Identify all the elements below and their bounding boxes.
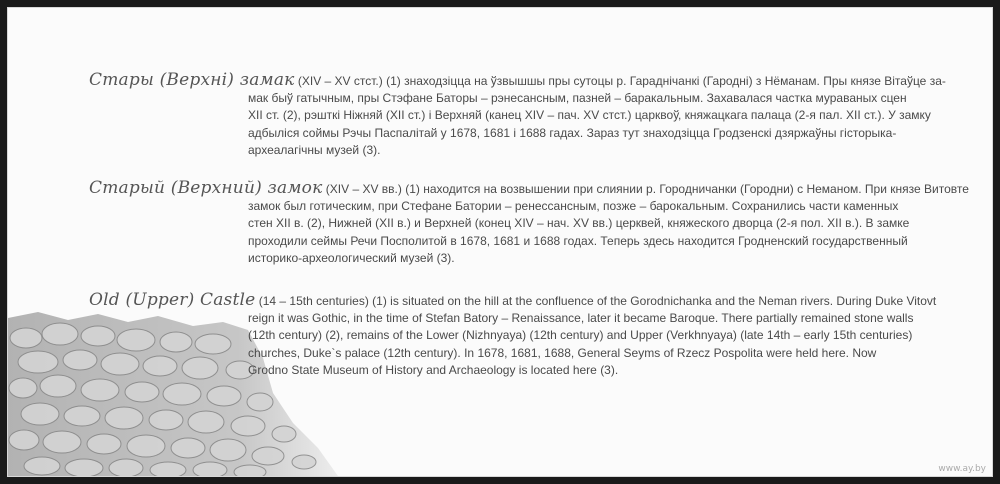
block-line: (XIV – XV стст.) (1) знаходзіцца на ўзвышшы пры сутоцы р. Гараднічанкі (Гародні) з Нёманам. Пры князе Вітаўце за- — [297, 74, 946, 88]
info-card — [7, 7, 993, 477]
watermark: www.ay.by — [938, 464, 986, 474]
text-block-belarusian — [8, 72, 992, 159]
block-line: XII ст. (2), рэшткі Ніжняй (XII ст.) і Верхняй (канец XIV – пач. XV стст.) царквоў, княжацкага палаца (2-я пал. XII ст.). У замку — [248, 108, 931, 123]
block-first-line — [8, 292, 992, 310]
block-line: адбыліся соймы Рэчы Паспалітай у 1678, 1681 і 1688 гадах. Зараз тут знаходзіцца Гродзенскі дзяржаўны гісторыка- — [248, 125, 897, 140]
block-line: Grodno State Museum of History and Archaeology is located here (3). — [248, 362, 619, 377]
block-first-line — [8, 180, 992, 198]
block-title: Старый (Верхний) замок — [89, 178, 323, 198]
block-title: Old (Upper) Castle — [89, 290, 256, 310]
block-line: (XIV – XV вв.) (1) находится на возвышении при слиянии р. Городничанки (Городни) с Неманом. При князе Витовте — [325, 182, 969, 196]
block-line: историко-археологический музей (3). — [248, 250, 455, 265]
block-line: проходили сеймы Речи Посполитой в 1678, 1681 и 1688 годах. Теперь здесь находится Гродненский государственный — [248, 233, 908, 248]
block-line: мак быў гатычным, пры Стэфане Баторы – рэнесансным, пазней – баракальным. Захавалася частка мураваных сцен — [248, 91, 907, 106]
block-line: археалагічны музей (3). — [248, 142, 381, 157]
block-line: (14 – 15th centuries) (1) is situated on the hill at the confluence of the Gorodnichanka and the Neman rivers. During Duke Vitovt — [258, 294, 937, 308]
block-line: замок был готическим, при Стефане Батории – ренессансным, позже – барокальным. Сохранились части каменных — [248, 199, 899, 214]
block-title: Стары (Верхні) замак — [89, 70, 295, 90]
block-line: (12th century) (2), remains of the Lower (Nizhnyaya) (12th century) and Upper (Verkhnyaya) (late 14th – early 15th centuries) — [248, 328, 913, 343]
block-line: reign it was Gothic, in the time of Stefan Batory – Renaissance, later it became Baroque. There partially remained stone walls — [248, 311, 914, 326]
block-first-line — [8, 72, 992, 90]
block-line: churches, Duke`s palace (12th century). In 1678, 1681, 1688, General Seyms of Rzecz Pospolita were held here. Now — [248, 345, 877, 360]
text-block-english — [8, 292, 992, 379]
block-line: стен XII в. (2), Нижней (XII в.) и Верхней (конец XIV – нач. XV вв.) церквей, княжеского дворца (2-я пол. XII в.). В замке — [248, 216, 910, 231]
text-block-russian — [8, 180, 992, 267]
